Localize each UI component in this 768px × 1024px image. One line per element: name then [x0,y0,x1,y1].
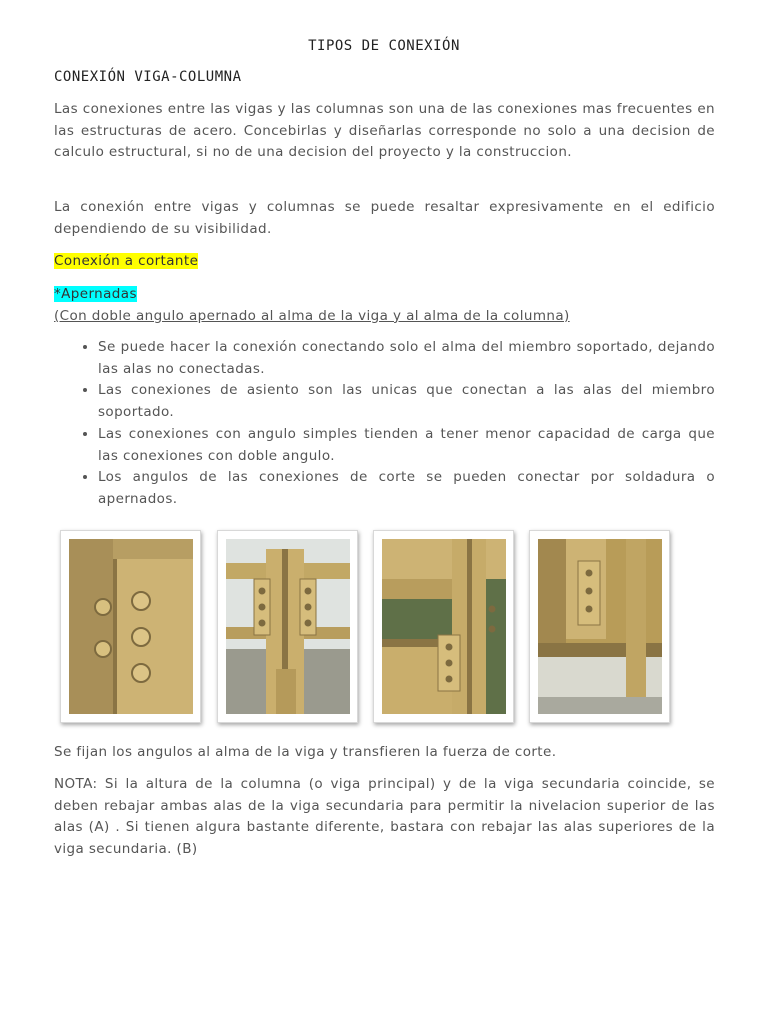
section-heading: CONEXIÓN VIGA-COLUMNA [54,69,242,85]
photo-column-beam-junction [373,530,514,723]
paragraph-visibility: La conexión entre vigas y columnas se puede resaltar expresivamente en el edificio dependiendo de su visibilidad. [54,199,715,237]
photo-bolted-plate-closeup-image [69,539,193,714]
bullet-list [54,337,715,511]
paragraph-intro: Las conexiones entre las vigas y las columnas son una de las conexiones mas frecuentes en las estructuras de acero. Concebirlas y diseñarlas corresponde no solo a una decision de calculo estructural, si no de una decision del proyecto y la construccion. [54,101,715,161]
bullet-item: • Las conexiones con angulo simples tienden a tener menor capacidad de carga que las conexiones con doble angulo. [98,424,715,467]
photo-strip [60,530,680,723]
bullet-item: • Se puede hacer la conexión conectando solo el alma del miembro soportado, dejando las alas no conectadas. [98,337,715,380]
subheading-block [54,284,715,327]
note-paragraph: NOTA: Si la altura de la columna (o viga principal) y de la viga secundaria coincide, se deben rebajar ambas alas de la viga secundaria para permitir la nivelacion superior de las alas (A) . Si tienen algura bastante diferente, bastara con rebajar las alas superiores de la viga secundaria. (B) [54,776,715,858]
photo-bolted-plate-closeup [60,530,201,723]
photo-column-beam-junction-image [382,539,506,714]
page-title: TIPOS DE CONEXIÓN [308,38,460,54]
subheading-apernadas: *Apernadas [54,286,137,302]
photo-cut-beam-connection [529,530,670,723]
highlight-heading: Conexión a cortante [54,253,199,269]
photo-beam-column-web-angles [217,530,358,723]
subheading-note: (Con doble angulo apernado al alma de la viga y al alma de la columna) [54,307,570,324]
bullet-item: • Las conexiones de asiento son las unicas que conectan a las alas del miembro soportado. [98,380,715,423]
photo-cut-beam-connection-image [538,539,662,714]
photo-caption: Se fijan los angulos al alma de la viga y transfieren la fuerza de corte. [54,744,557,760]
bullet-item: • Los angulos de las conexiones de corte se pueden conectar por soldadura o apernados. [98,467,715,510]
highlight-heading-line [54,251,715,273]
photo-beam-column-web-angles-image [226,539,350,714]
